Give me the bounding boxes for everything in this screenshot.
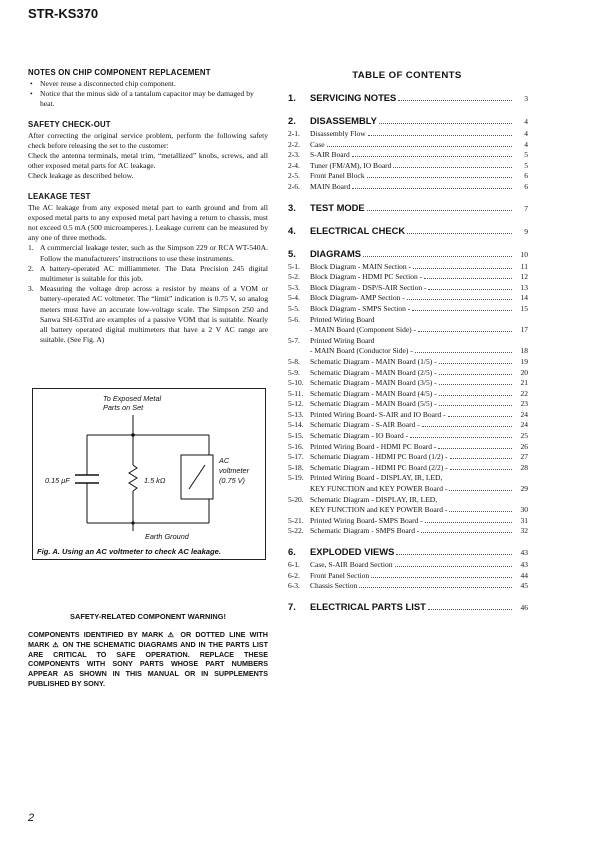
meter-label-voltmeter: voltmeter bbox=[219, 466, 250, 475]
toc-section-4[interactable]: 4. ELECTRICAL CHECK 9 bbox=[288, 224, 528, 236]
toc-item[interactable]: 5-11. Schematic Diagram - MAIN Board (4/5) - 22 bbox=[288, 388, 528, 398]
toc-item[interactable]: 5-15. Schematic Diagram - IO Board - 25 bbox=[288, 431, 528, 441]
toc-item[interactable]: KEY FUNCTION and KEY POWER Board - 30 bbox=[310, 505, 528, 515]
toc-item[interactable]: 5-5. Block Diagram - SMPS Section - 15 bbox=[288, 303, 528, 313]
leakage-text: The AC leakage from any exposed metal part to earth ground and from all exposed metal parts to any exposed metal part having a return to chassis, must not exceed 0.5 mA (500 microamperes.). Leakage current can be measured by any one of three methods. bbox=[28, 202, 268, 243]
toc-item[interactable]: 6-1. Case, S-AIR Board Section 43 bbox=[288, 560, 528, 569]
toc-item[interactable]: 2-3. S-AIR Board 5 bbox=[288, 150, 528, 160]
earth-ground-label: Earth Ground bbox=[145, 532, 189, 539]
toc-item[interactable]: 5-17. Schematic Diagram - HDMI PC Board (1/2) - 27 bbox=[288, 452, 528, 462]
toc-item[interactable]: 5-2. Block Diagram - HDMI PC Section - 12 bbox=[288, 272, 528, 282]
toc-section-2[interactable]: 2. DISASSEMBLY 4 bbox=[288, 115, 528, 126]
safety-heading: SAFETY CHECK-OUT bbox=[28, 119, 111, 129]
toc-item[interactable]: 5-8. Schematic Diagram - MAIN Board (1/5) - 19 bbox=[288, 356, 528, 366]
figure-caption: Fig. A. Using an AC voltmeter to check AC leakage. bbox=[37, 547, 221, 556]
toc-item: 5-7. Printed Wiring Board bbox=[288, 335, 375, 345]
toc-item[interactable]: 5-14. Schematic Diagram - S-AIR Board - 24 bbox=[288, 420, 528, 430]
warning-text: COMPONENTS IDENTIFIED BY MARK ⚠ OR DOTTED LINE WITH MARK ⚠ ON THE SCHEMATIC DIAGRAMS AND IN THE PARTS LIST ARE CRITICAL TO SAFE OPERATION. REPLACE THESE COMPONENTS WITH SONY PARTS WHOSE PART NUMBERS APPEAR AS SHOWN IN THIS MANUAL OR IN SUPPLEMENTS PUBLISHED BY SONY. bbox=[28, 630, 268, 688]
label-parts-on-set: Parts on Set bbox=[103, 403, 144, 412]
toc-item[interactable]: 6-2. Front Panel Section 44 bbox=[288, 570, 528, 580]
toc-item: 5-19. Printed Wiring Board - DISPLAY, IR, LED, bbox=[288, 473, 443, 483]
toc-section-5[interactable]: 5. DIAGRAMS 10 bbox=[288, 247, 528, 259]
toc-item: 5-6. Printed Wiring Board bbox=[288, 314, 375, 324]
capacitor-label: 0.15 μF bbox=[45, 476, 70, 485]
page-number: 2 bbox=[28, 812, 35, 824]
toc-item: 5-20. Schematic Diagram - DISPLAY, IR, LED, bbox=[288, 494, 438, 504]
toc-item[interactable]: 5-12. Schematic Diagram - MAIN Board (5/5) - 23 bbox=[288, 399, 528, 409]
toc-item[interactable]: 2-1. Disassembly Flow 4 bbox=[288, 129, 528, 138]
leakage-heading: LEAKAGE TEST bbox=[28, 191, 91, 201]
toc-section-1[interactable]: 1. SERVICING NOTES 3 bbox=[288, 92, 528, 103]
toc-item[interactable]: 2-2. Case 4 bbox=[288, 139, 528, 149]
label-exposed-metal: To Exposed Metal bbox=[103, 394, 162, 403]
meter-label-range: (0.75 V) bbox=[219, 476, 245, 485]
leakage-method-1: 1. A commercial leakage tester, such as the Simpson 229 or RCA WT-540A. Follow the manufacturers’ instructions to use these instruments. bbox=[28, 243, 268, 263]
toc-item[interactable]: 5-22. Schematic Diagram - SMPS Board - 32 bbox=[288, 526, 528, 536]
safety-text: After correcting the original service problem, perform the following safety check before releasing the set to the customer: Check the antenna terminals, metal trim, “metallized” knobs, screws, and all other exposed metal parts for AC leakage. Check leakage as described below. bbox=[28, 130, 268, 181]
leakage-method-3: 3. Measuring the voltage drop across a resistor by means of a VOM or battery-operated AC voltmeter. The “limit” indication is 0.75 V, so analog meters must have an accurate low-voltage scale. The Simpson 250 and Sanwa SH-63Trd are examples of a passive VOM that is suitable. Nearly all battery operated digital multimeters that have a 2 V AC range are suitable. (See Fig. A) bbox=[28, 284, 268, 345]
table-of-contents bbox=[288, 92, 528, 615]
toc-item[interactable]: 5-13. Printed Wiring Board- S-AIR and IO Board - 24 bbox=[288, 409, 528, 419]
toc-item[interactable]: - MAIN Board (Conductor Side) - 18 bbox=[310, 346, 528, 356]
toc-item[interactable]: 5-16. Printed Wiring Board - HDMI PC Board - 26 bbox=[288, 441, 528, 451]
warning-heading: SAFETY-RELATED COMPONENT WARNING! bbox=[70, 612, 226, 621]
toc-item[interactable]: 5-9. Schematic Diagram - MAIN Board (2/5) - 20 bbox=[288, 367, 528, 377]
toc-item[interactable]: - MAIN Board (Component Side) - 17 bbox=[310, 325, 528, 335]
meter-label-ac: AC bbox=[219, 456, 230, 465]
chip-note-2: • Notice that the minus side of a tantalum capacitor may be damaged by heat. bbox=[28, 89, 268, 109]
toc-item[interactable]: 6-3. Chassis Section 45 bbox=[288, 581, 528, 591]
toc-item[interactable]: 5-10. Schematic Diagram - MAIN Board (3/5) - 21 bbox=[288, 378, 528, 388]
toc-item[interactable]: 5-21. Printed Wiring Board- SMPS Board - 31 bbox=[288, 515, 528, 525]
model-title: STR-KS370 bbox=[28, 6, 99, 21]
leakage-circuit-diagram bbox=[33, 389, 265, 539]
toc-item[interactable]: 5-18. Schematic Diagram - HDMI PC Board (2/2) - 28 bbox=[288, 462, 528, 472]
figure-a bbox=[32, 388, 266, 560]
leakage-method-2: 2. A battery-operated AC milliammeter. The Data Precision 245 digital multimeter is suitable for this job. bbox=[28, 263, 268, 284]
toc-item[interactable]: KEY FUNCTION and KEY POWER Board - 29 bbox=[310, 484, 528, 494]
toc-section-6[interactable]: 6. EXPLODED VIEWS 43 bbox=[288, 546, 528, 557]
left-column bbox=[28, 68, 268, 345]
toc-section-7[interactable]: 7. ELECTRICAL PARTS LIST 46 bbox=[288, 600, 528, 612]
resistor-label: 1.5 kΩ bbox=[144, 476, 166, 485]
toc-item[interactable]: 5-3. Block Diagram - DSP/S-AIR Section - 13 bbox=[288, 282, 528, 292]
toc-item[interactable]: 5-4. Block Diagram- AMP Section - 14 bbox=[288, 293, 528, 303]
toc-item[interactable]: 2-4. Tuner (FM/AM), IO Board 5 bbox=[288, 160, 528, 170]
toc-item[interactable]: 2-5. Front Panel Block 6 bbox=[288, 171, 528, 181]
chip-note-1: • Never reuse a disconnected chip component. bbox=[28, 79, 268, 89]
chip-notes-heading: NOTES ON CHIP COMPONENT REPLACEMENT bbox=[28, 68, 211, 77]
toc-item[interactable]: 2-6. MAIN Board 6 bbox=[288, 181, 528, 191]
toc-heading: TABLE OF CONTENTS bbox=[352, 70, 462, 81]
toc-item[interactable]: 5-1. Block Diagram - MAIN Section - 11 bbox=[288, 261, 528, 271]
toc-section-3[interactable]: 3. TEST MODE 7 bbox=[288, 201, 528, 213]
